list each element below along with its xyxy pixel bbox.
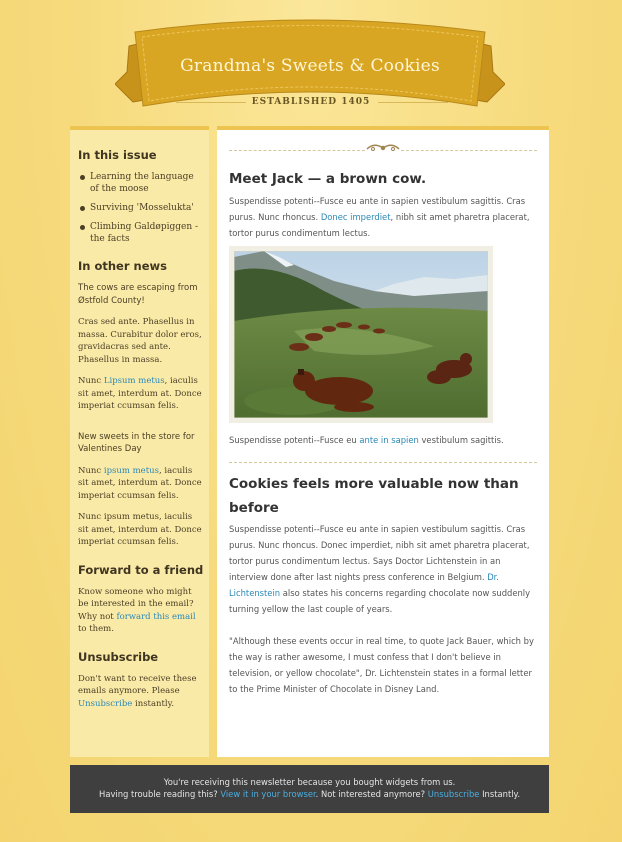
unsubscribe-heading: Unsubscribe xyxy=(78,649,159,664)
unsubscribe-link[interactable]: Unsubscribe xyxy=(78,698,133,709)
text: Instantly. xyxy=(479,789,520,799)
text: instantly. xyxy=(132,698,175,709)
text: Don't want to receive these emails anymore. Please xyxy=(78,673,197,696)
text: , nibh sit amet pharetra placerat, tortor purus condimentum lectus. xyxy=(229,212,530,238)
dashed-divider xyxy=(229,462,537,463)
main-content xyxy=(217,126,549,757)
news-item-body xyxy=(78,465,204,503)
article-jack xyxy=(229,171,537,241)
article-body xyxy=(229,521,537,617)
forward-email-link[interactable]: forward this email xyxy=(116,611,196,622)
dashed-rule xyxy=(229,150,365,151)
newsletter-title: Grandma's Sweets & Cookies xyxy=(180,56,440,76)
news-item-body xyxy=(78,375,204,413)
other-news-heading: In other news xyxy=(78,259,167,273)
cow-photo xyxy=(229,246,493,423)
news-item-title: New sweets in the store for Valentines Day xyxy=(78,431,195,454)
dr-lichtenstein-link[interactable]: Dr. Lichtenstein xyxy=(229,572,499,598)
text: Know someone who might be interested in the email? Why not xyxy=(78,586,194,622)
text: Suspendisse potenti--Fusce eu ante in sapien vestibulum sagittis. Cras purus. Nunc rhoncus. Donec imperdiet, nibh sit amet pharetra placerat, tortor purus condimentum lectus. Says Doctor Lichtenstein in an interview done after last nights press conference in Belgium. xyxy=(229,524,530,582)
text: vestibulum sagittis. xyxy=(418,435,504,445)
ante-in-sapien-link[interactable]: ante in sapien xyxy=(359,435,419,445)
news-item-body: Cras sed ante. Phasellus in massa. Curabitur dolor eros, gravidacras sed ante. Phasellus in massa. xyxy=(78,317,202,365)
text: , iaculis sit amet, interdum at. Donce imperiat ccumsan felis. xyxy=(78,465,202,501)
sidebar xyxy=(70,126,209,757)
text: , iaculis sit amet, interdum at. Donce imperiat ccumsan felis. xyxy=(78,376,202,411)
photo-caption xyxy=(229,432,537,448)
flourish-icon xyxy=(365,142,401,154)
ipsum-metus-link[interactable]: ipsum metus xyxy=(103,465,159,476)
text: Suspendisse potenti--Fusce eu xyxy=(229,435,360,445)
issue-item[interactable]: Surviving 'Mosselukta' xyxy=(78,202,204,214)
news-item-body: Nunc ipsum metus, iaculis sit amet, interdum at. Donce imperiat ccumsan felis. xyxy=(78,512,202,547)
in-this-issue-heading: In this issue xyxy=(78,148,157,162)
article-title: Cookies feels more valuable now than before xyxy=(229,476,519,516)
dashed-rule xyxy=(401,150,537,151)
lipsum-metus-link[interactable]: Lipsum metus xyxy=(103,376,165,386)
issue-item[interactable]: Learning the language of the moose xyxy=(78,171,204,195)
forward-text xyxy=(78,586,204,636)
footer xyxy=(70,765,549,813)
footer-unsubscribe-link[interactable]: Unsubscribe xyxy=(427,789,480,799)
established-label: ESTABLISHED 1405 xyxy=(251,97,371,107)
ornament-divider xyxy=(229,146,537,154)
forward-heading: Forward to a friend xyxy=(78,562,204,577)
text: Having trouble reading this? xyxy=(99,789,221,799)
text: also states his concerns regarding chocolate now suddenly turning yellow the last couple of years. xyxy=(229,588,531,614)
footer-actions xyxy=(70,788,549,800)
view-in-browser-link[interactable]: View it in your browser xyxy=(220,789,316,799)
article-cookies xyxy=(229,472,537,697)
text: Nunc xyxy=(78,376,104,386)
article-quote: "Although these events occur in real time, to quote Jack Bauer, which by the way is rather awesome, I must confess that I don't believe in television, or yellow chocolate", Dr. Lichtenstein states in a formal letter to the Prime Minister of Chocolate in Disney Land. xyxy=(229,636,534,694)
text: to them. xyxy=(78,624,114,634)
text: . Not interested anymore? xyxy=(315,789,428,799)
issue-list xyxy=(78,171,204,245)
text: Nunc xyxy=(78,465,104,476)
donec-imperdiet-link[interactable]: Donec imperdiet xyxy=(320,212,391,222)
footer-notice: You're receiving this newsletter because you bought widgets from us. xyxy=(163,777,456,787)
unsubscribe-text xyxy=(78,673,204,711)
cows-in-valley-image xyxy=(234,251,488,418)
article-title: Meet Jack — a brown cow. xyxy=(229,171,427,187)
news-item-title: The cows are escaping from Østfold County! xyxy=(78,283,198,306)
issue-item[interactable]: Climbing Galdøpiggen - the facts xyxy=(78,221,204,245)
text: Suspendisse potenti--Fusce eu ante in sapien vestibulum sagittis. Cras purus. Nunc rhoncus. xyxy=(229,196,526,222)
article-body xyxy=(229,193,537,241)
